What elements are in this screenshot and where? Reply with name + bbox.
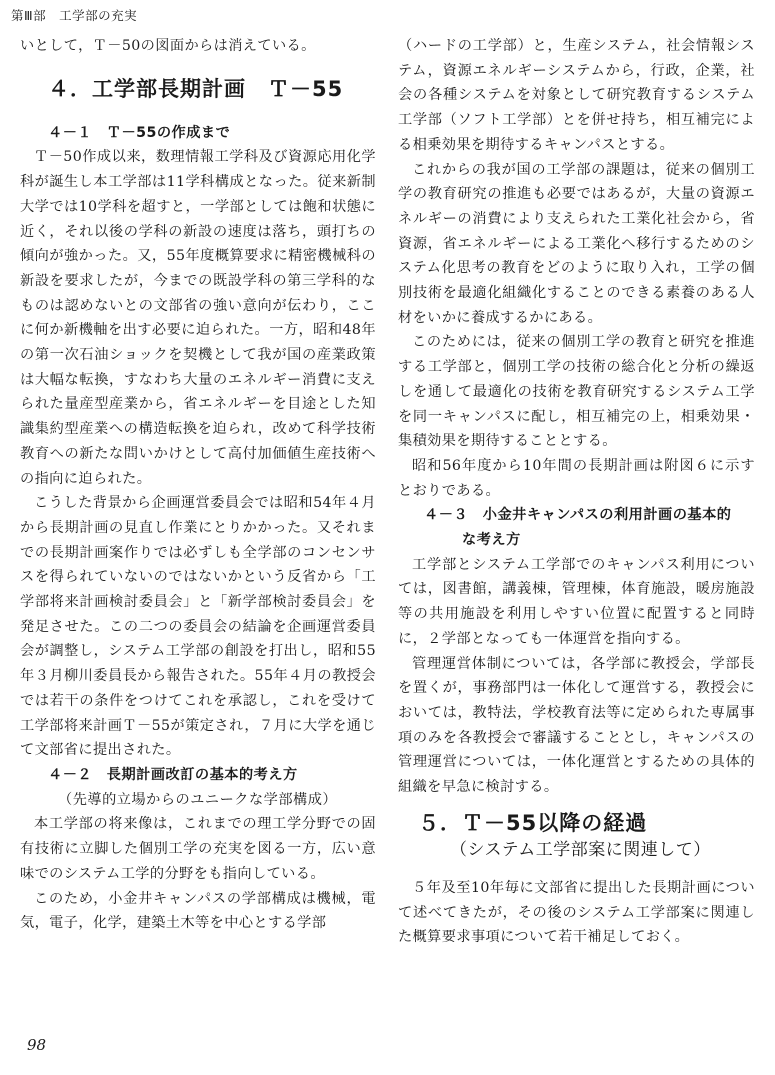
paragraph: こうした背景から企画運営委員会では昭和54年４月から長期計画の見直し作業にとりかかった。又それまでの長期計画案作りでは必ずしも全学部のコンセンサスを得られていないのではないかという反省から「工学部将来計画検討委員会」と「新学部検討委員会」を発足させた。この二つの委員会の結論を企画運営委員会が調整し，システム工学部の創設を打出し，昭和55年３月柳川委員長から報告された。55年４月の教授会では若干の条件をつけてこれを承認し，これを受けて工学部将来計画Ｔ－55が策定され，７月に大学を通じて文部省に提出された。 [20,495,376,759]
paragraph: このため，小金井キャンパスの学部構成は機械，電気，電子，化学，建築土木等を中心とする学部 [20,890,376,932]
left-column [20,34,376,936]
paragraph: （ハードの工学部）と，生産システム，社会情報システム，資源エネルギーシステムから，行政，企業，社会の各種システムを対象として研究教育するシステム工学部（ソフト工学部）とを併せ持ち，相互補完による相乗効果を期待するキャンパスとする。 [398,38,755,153]
paragraph: このためには，従来の個別工学の教育と研究を推進する工学部と，個別工学の技術の総合化と分析の繰返しを通して最適化の技術を教育研究するシステム工学を同一キャンパスに配し，相互補完の上，相乗効果・集積効果を期待することとする。 [398,334,755,450]
running-header: 第Ⅲ部 工学部の充実 [11,8,138,23]
section-subheading-4-2: （先導的立場からのユニークな学部構成） [58,791,338,808]
paragraph: 本工学部の将来像は，これまでの理工学分野での固有技術に立脚した個別工学の充実を図る一方，広い意味でのシステム工学的分野をも指向している。 [20,816,376,882]
paragraph: 昭和56年度から10年間の長期計画は附図６に示すとおりである。 [398,457,755,499]
chapter-heading-5: ５．Ｔ－55以降の経過 [418,810,648,835]
paragraph: Ｔ－50作成以来，数理情報工学科及び資源応用化学科が誕生し本工学部は11学科構成となった。従来新制大学では10学科を超すと，一学部としては飽和状態に近く，それ以後の学科の新設の速度は落ち，頭打ちの傾向が強かった。又，55年度概算要求に精密機械科の新設を要求したが，今までの既設学科の第三学科的なものは認めないとの文部省の強い意向が伝わり，ここに何か新機軸を出す必要に迫られた。一方，昭和48年の第一次石油ショックを契機として我が国の産業政策は大幅な転換，すなわち大量のエネルギー消費に支えられた量産型産業から，省エネルギーを目途とした知識集約型産業への構造転換を迫られ，改めて科学技術教育への新たな問いかけとして高付加価値生産技術への指向に迫られた。 [20,149,376,487]
right-column [398,34,755,950]
section-heading-4-3-cont: な考え方 [462,532,521,549]
chapter-subheading-5: （システム工学部案に関連して） [450,839,711,860]
paragraph: これからの我が国の工学部の課題は，従来の個別工学の教育研究の推進も必要ではあるが，大量の資源エネルギーの消費により支えられた工業化社会から，省資源，省エネルギーによる工業化へ移行するためのシステム化思考の教育をどのように取り入れ，工学の個別技術を最適化組織化することのできる素養のある人材をいかに養成するかにある。 [398,161,755,326]
paragraph: いとして，Ｔ－50の図面からは消えている。 [20,38,316,54]
chapter-heading-4: ４．工学部長期計画 Ｔ－55 [48,76,344,101]
paragraph: 工学部とシステム工学部でのキャンパス利用については，図書館，講義棟，管理棟，体育施設，暖房施設等の共用施設を利用しやすい位置に配置すると同時に，２学部となっても一体運営を指向する。 [398,556,755,647]
section-heading-4-1: ４－１ Ｔ－55の作成まで [48,124,231,141]
section-heading-4-3: ４－３ 小金井キャンパスの利用計画の基本的 [424,507,732,524]
section-heading-4-2: ４－２ 長期計画改訂の基本的考え方 [48,766,298,783]
page-number: 98 [27,1036,47,1054]
paragraph: 管理運営体制については，各学部に教授会，学部長を置くが，事務部門は一体化して運営する，教授会においては，教特法，学校教育法等に定められた専属事項のみを各教授会で審議することとし，キャンパスの管理運営については，一体化運営とするための具体的組織を早急に検討する。 [398,655,755,796]
paragraph: ５年及至10年毎に文部省に提出した長期計画について述べてきたが，その後のシステム工学部案に関連した概算要求事項について若干補足しておく。 [398,879,755,946]
